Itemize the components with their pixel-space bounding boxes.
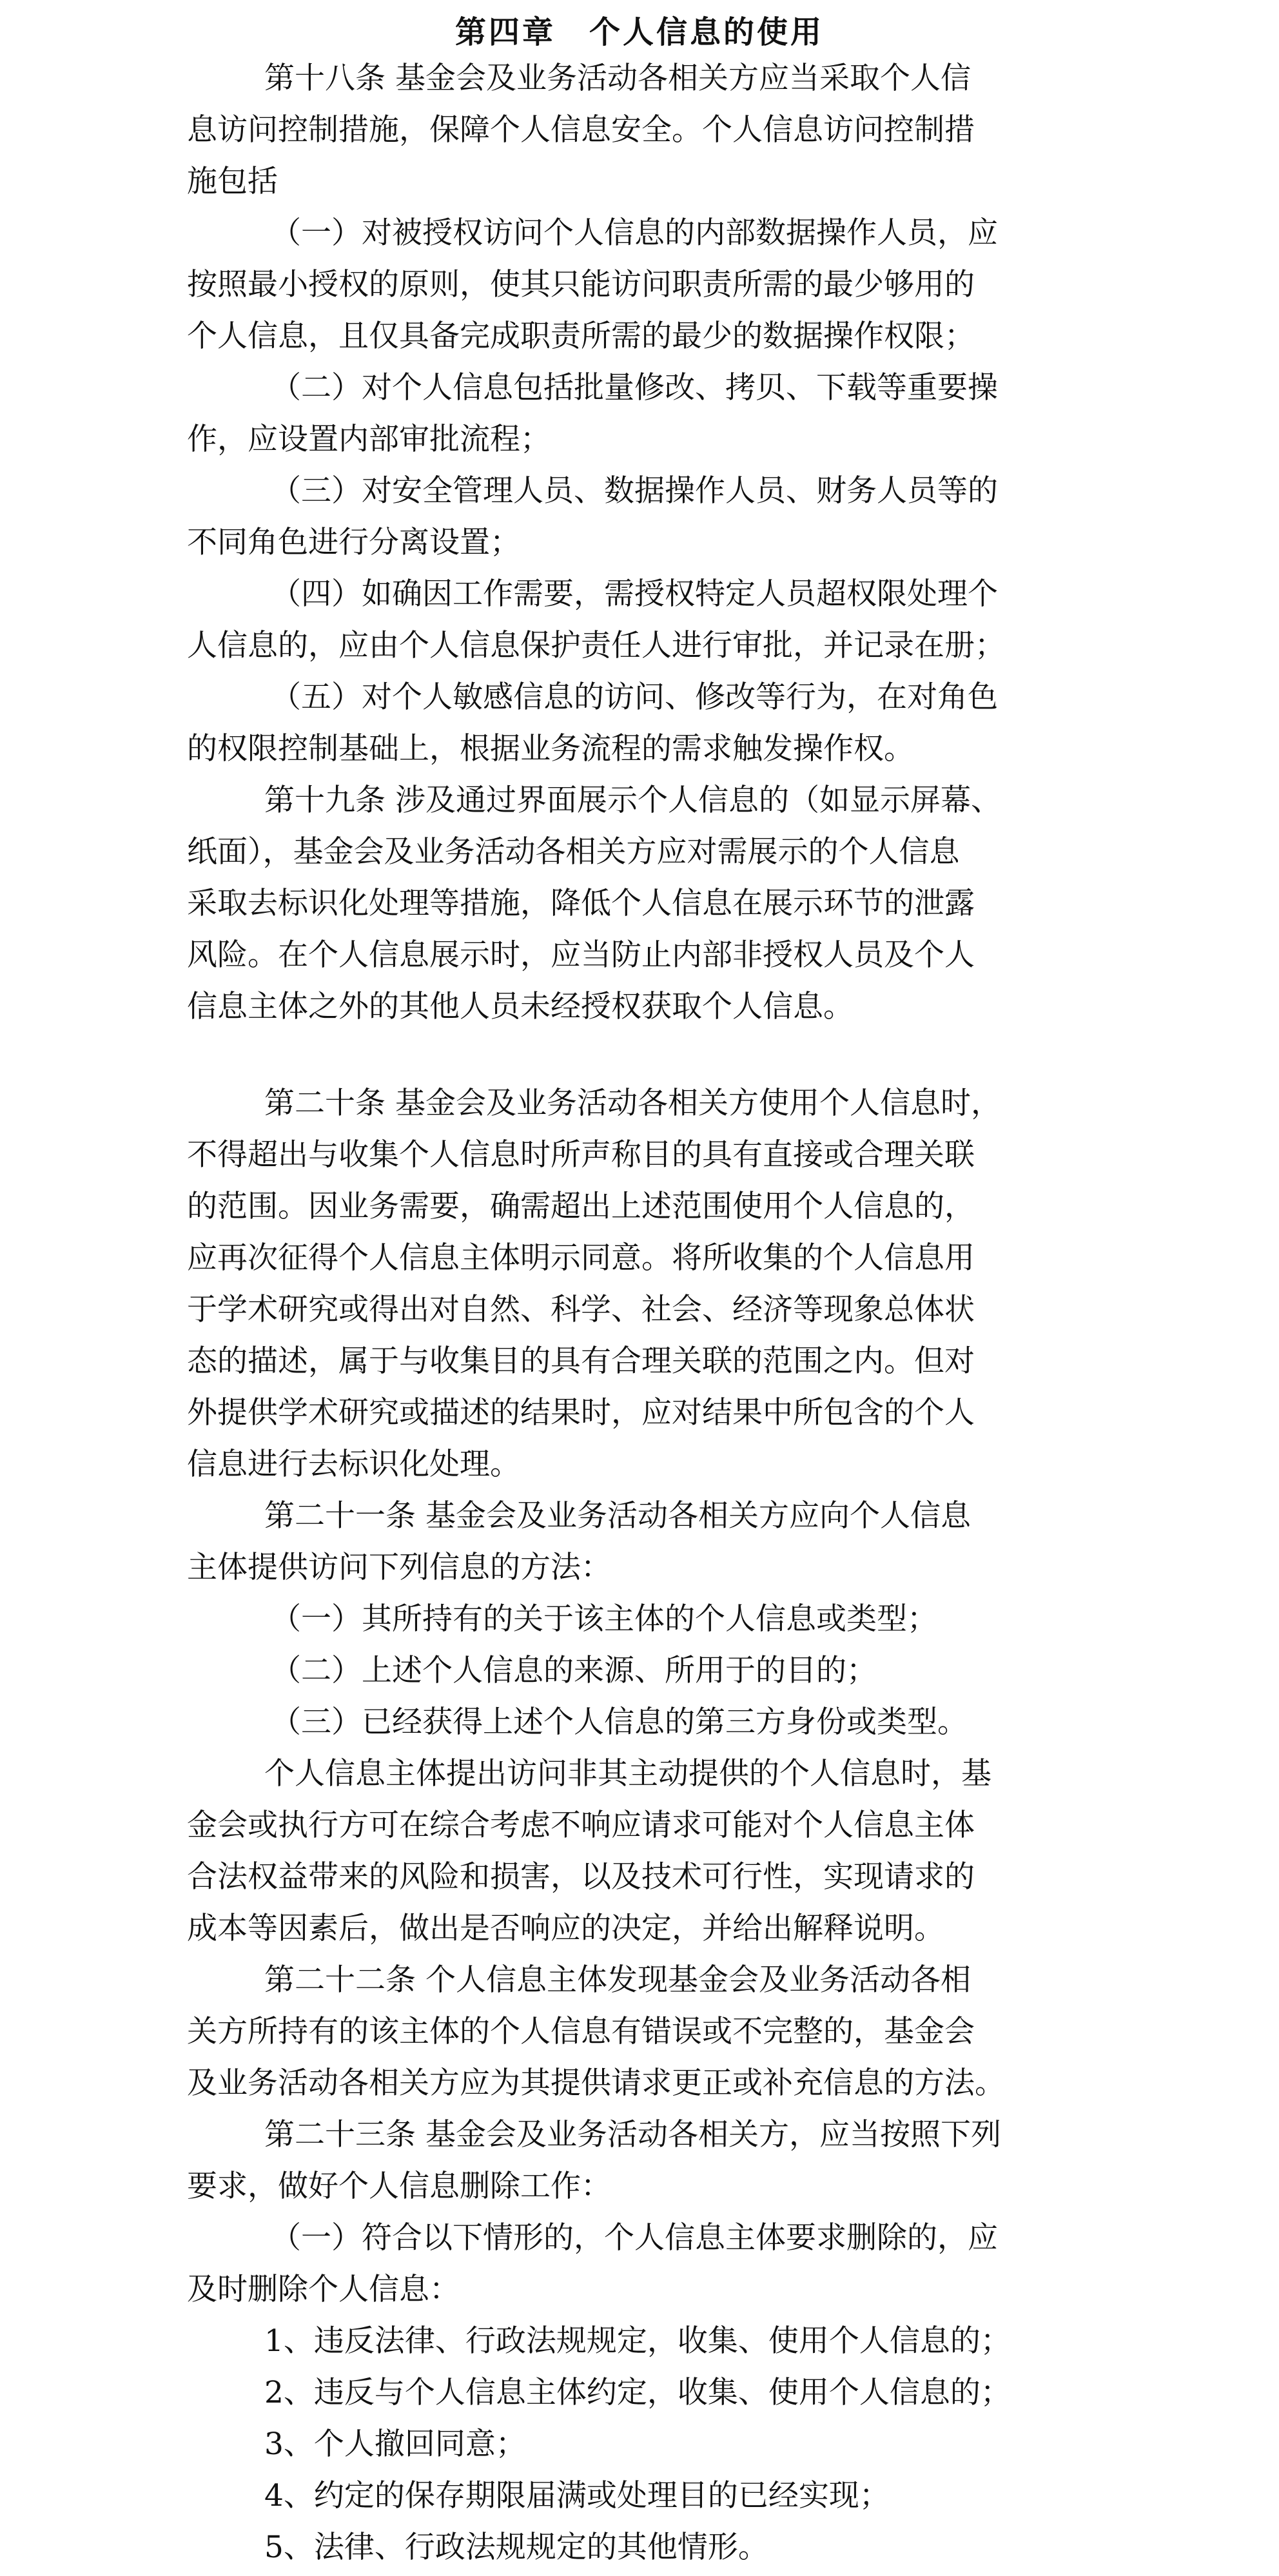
article-18-item-3: （三）对安全管理人员、数据操作人员、财务人员等的: [271, 473, 998, 509]
article-20-line: 于学术研究或得出对自然、科学、社会、经济等现象总体状: [187, 1292, 975, 1327]
chapter-title: 第四章 个人信息的使用: [454, 14, 824, 50]
article-18-item-2: 作，应设置内部审批流程；: [187, 422, 551, 457]
numbered-item-2: 2、违反与个人信息主体约定，收集、使用个人信息的；: [264, 2375, 1011, 2410]
article-18-item-2: （二）对个人信息包括批量修改、拷贝、下载等重要操: [271, 370, 998, 405]
article-18-line: 施包括: [187, 164, 278, 199]
article-22-line: 关方所持有的该主体的个人信息有错误或不完整的，基金会: [187, 2014, 975, 2049]
article-18-item-5: （五）对个人敏感信息的访问、修改等行为，在对角色: [271, 679, 998, 715]
article-21-item-3: （三）已经获得上述个人信息的第三方身份或类型。: [271, 1704, 968, 1740]
article-20-line: 应再次征得个人信息主体明示同意。将所收集的个人信息用: [187, 1240, 975, 1276]
article-21-paragraph: 个人信息主体提出访问非其主动提供的个人信息时，基: [264, 1756, 991, 1791]
article-18-line: 第十八条 基金会及业务活动各相关方应当采取个人信: [264, 61, 971, 96]
article-19-line: 第十九条 涉及通过界面展示个人信息的（如显示屏幕、: [264, 783, 1001, 818]
article-18-item-5: 的权限控制基础上，根据业务流程的需求触发操作权。: [187, 731, 914, 766]
article-18-item-3: 不同角色进行分离设置；: [187, 525, 520, 560]
article-21-line: 第二十一条 基金会及业务活动各相关方应向个人信息: [264, 1498, 971, 1534]
article-21-paragraph: 金会或执行方可在综合考虑不响应请求可能对个人信息主体: [187, 1808, 975, 1843]
article-20-line: 不得超出与收集个人信息时所声称目的具有直接或合理关联: [187, 1137, 975, 1173]
article-20-line: 的范围。因业务需要，确需超出上述范围使用个人信息的，: [187, 1189, 975, 1224]
article-19-line: 采取去标识化处理等措施，降低个人信息在展示环节的泄露: [187, 886, 975, 921]
article-20-line: 外提供学术研究或描述的结果时，应对结果中所包含的个人: [187, 1395, 975, 1430]
numbered-item-3: 3、个人撤回同意；: [264, 2426, 526, 2462]
article-18-item-1: 个人信息，且仅具备完成职责所需的最少的数据操作权限；: [187, 318, 975, 354]
article-21-paragraph: 合法权益带来的风险和损害，以及技术可行性，实现请求的: [187, 1859, 975, 1895]
article-19-line: 风险。在个人信息展示时，应当防止内部非授权人员及个人: [187, 937, 975, 973]
article-22-line: 及业务活动各相关方应为其提供请求更正或补充信息的方法。: [187, 2065, 1005, 2101]
article-18-item-4: （四）如确因工作需要，需授权特定人员超权限处理个: [271, 576, 998, 612]
article-18-line: 息访问控制措施，保障个人信息安全。个人信息访问控制措: [187, 112, 975, 148]
article-19-line: 信息主体之外的其他人员未经授权获取个人信息。: [187, 989, 854, 1024]
article-20-line: 第二十条 基金会及业务活动各相关方使用个人信息时，: [264, 1086, 1001, 1121]
article-23-item-1: 及时删除个人信息：: [187, 2272, 460, 2307]
numbered-item-5: 5、法律、行政法规规定的其他情形。: [264, 2530, 768, 2565]
article-18-item-1: （一）对被授权访问个人信息的内部数据操作人员，应: [271, 215, 998, 251]
article-22-line: 第二十二条 个人信息主体发现基金会及业务活动各相: [264, 1962, 971, 1998]
numbered-item-1: 1、违反法律、行政法规规定，收集、使用个人信息的；: [264, 2323, 1011, 2359]
article-23-line: 第二十三条 基金会及业务活动各相关方，应当按照下列: [264, 2117, 1001, 2152]
article-20-line: 信息进行去标识化处理。: [187, 1447, 520, 1482]
article-21-line: 主体提供访问下列信息的方法：: [187, 1550, 611, 1585]
article-23-item-1: （一）符合以下情形的，个人信息主体要求删除的，应: [271, 2220, 998, 2256]
article-18-item-1: 按照最小授权的原则，使其只能访问职责所需的最少够用的: [187, 267, 975, 302]
article-21-item-1: （一）其所持有的关于该主体的个人信息或类型；: [271, 1601, 937, 1637]
article-20-line: 态的描述，属于与收集目的具有合理关联的范围之内。但对: [187, 1343, 975, 1379]
numbered-item-4: 4、约定的保存期限届满或处理目的已经实现；: [264, 2478, 890, 2513]
article-23-line: 要求，做好个人信息删除工作：: [187, 2169, 611, 2204]
article-21-paragraph: 成本等因素后，做出是否响应的决定，并给出解释说明。: [187, 1911, 944, 1946]
article-21-item-2: （二）上述个人信息的来源、所用于的目的；: [271, 1653, 877, 1688]
article-19-line: 纸面），基金会及业务活动各相关方应对需展示的个人信息: [187, 834, 960, 870]
article-18-item-4: 人信息的，应由个人信息保护责任人进行审批，并记录在册；: [187, 628, 1005, 663]
